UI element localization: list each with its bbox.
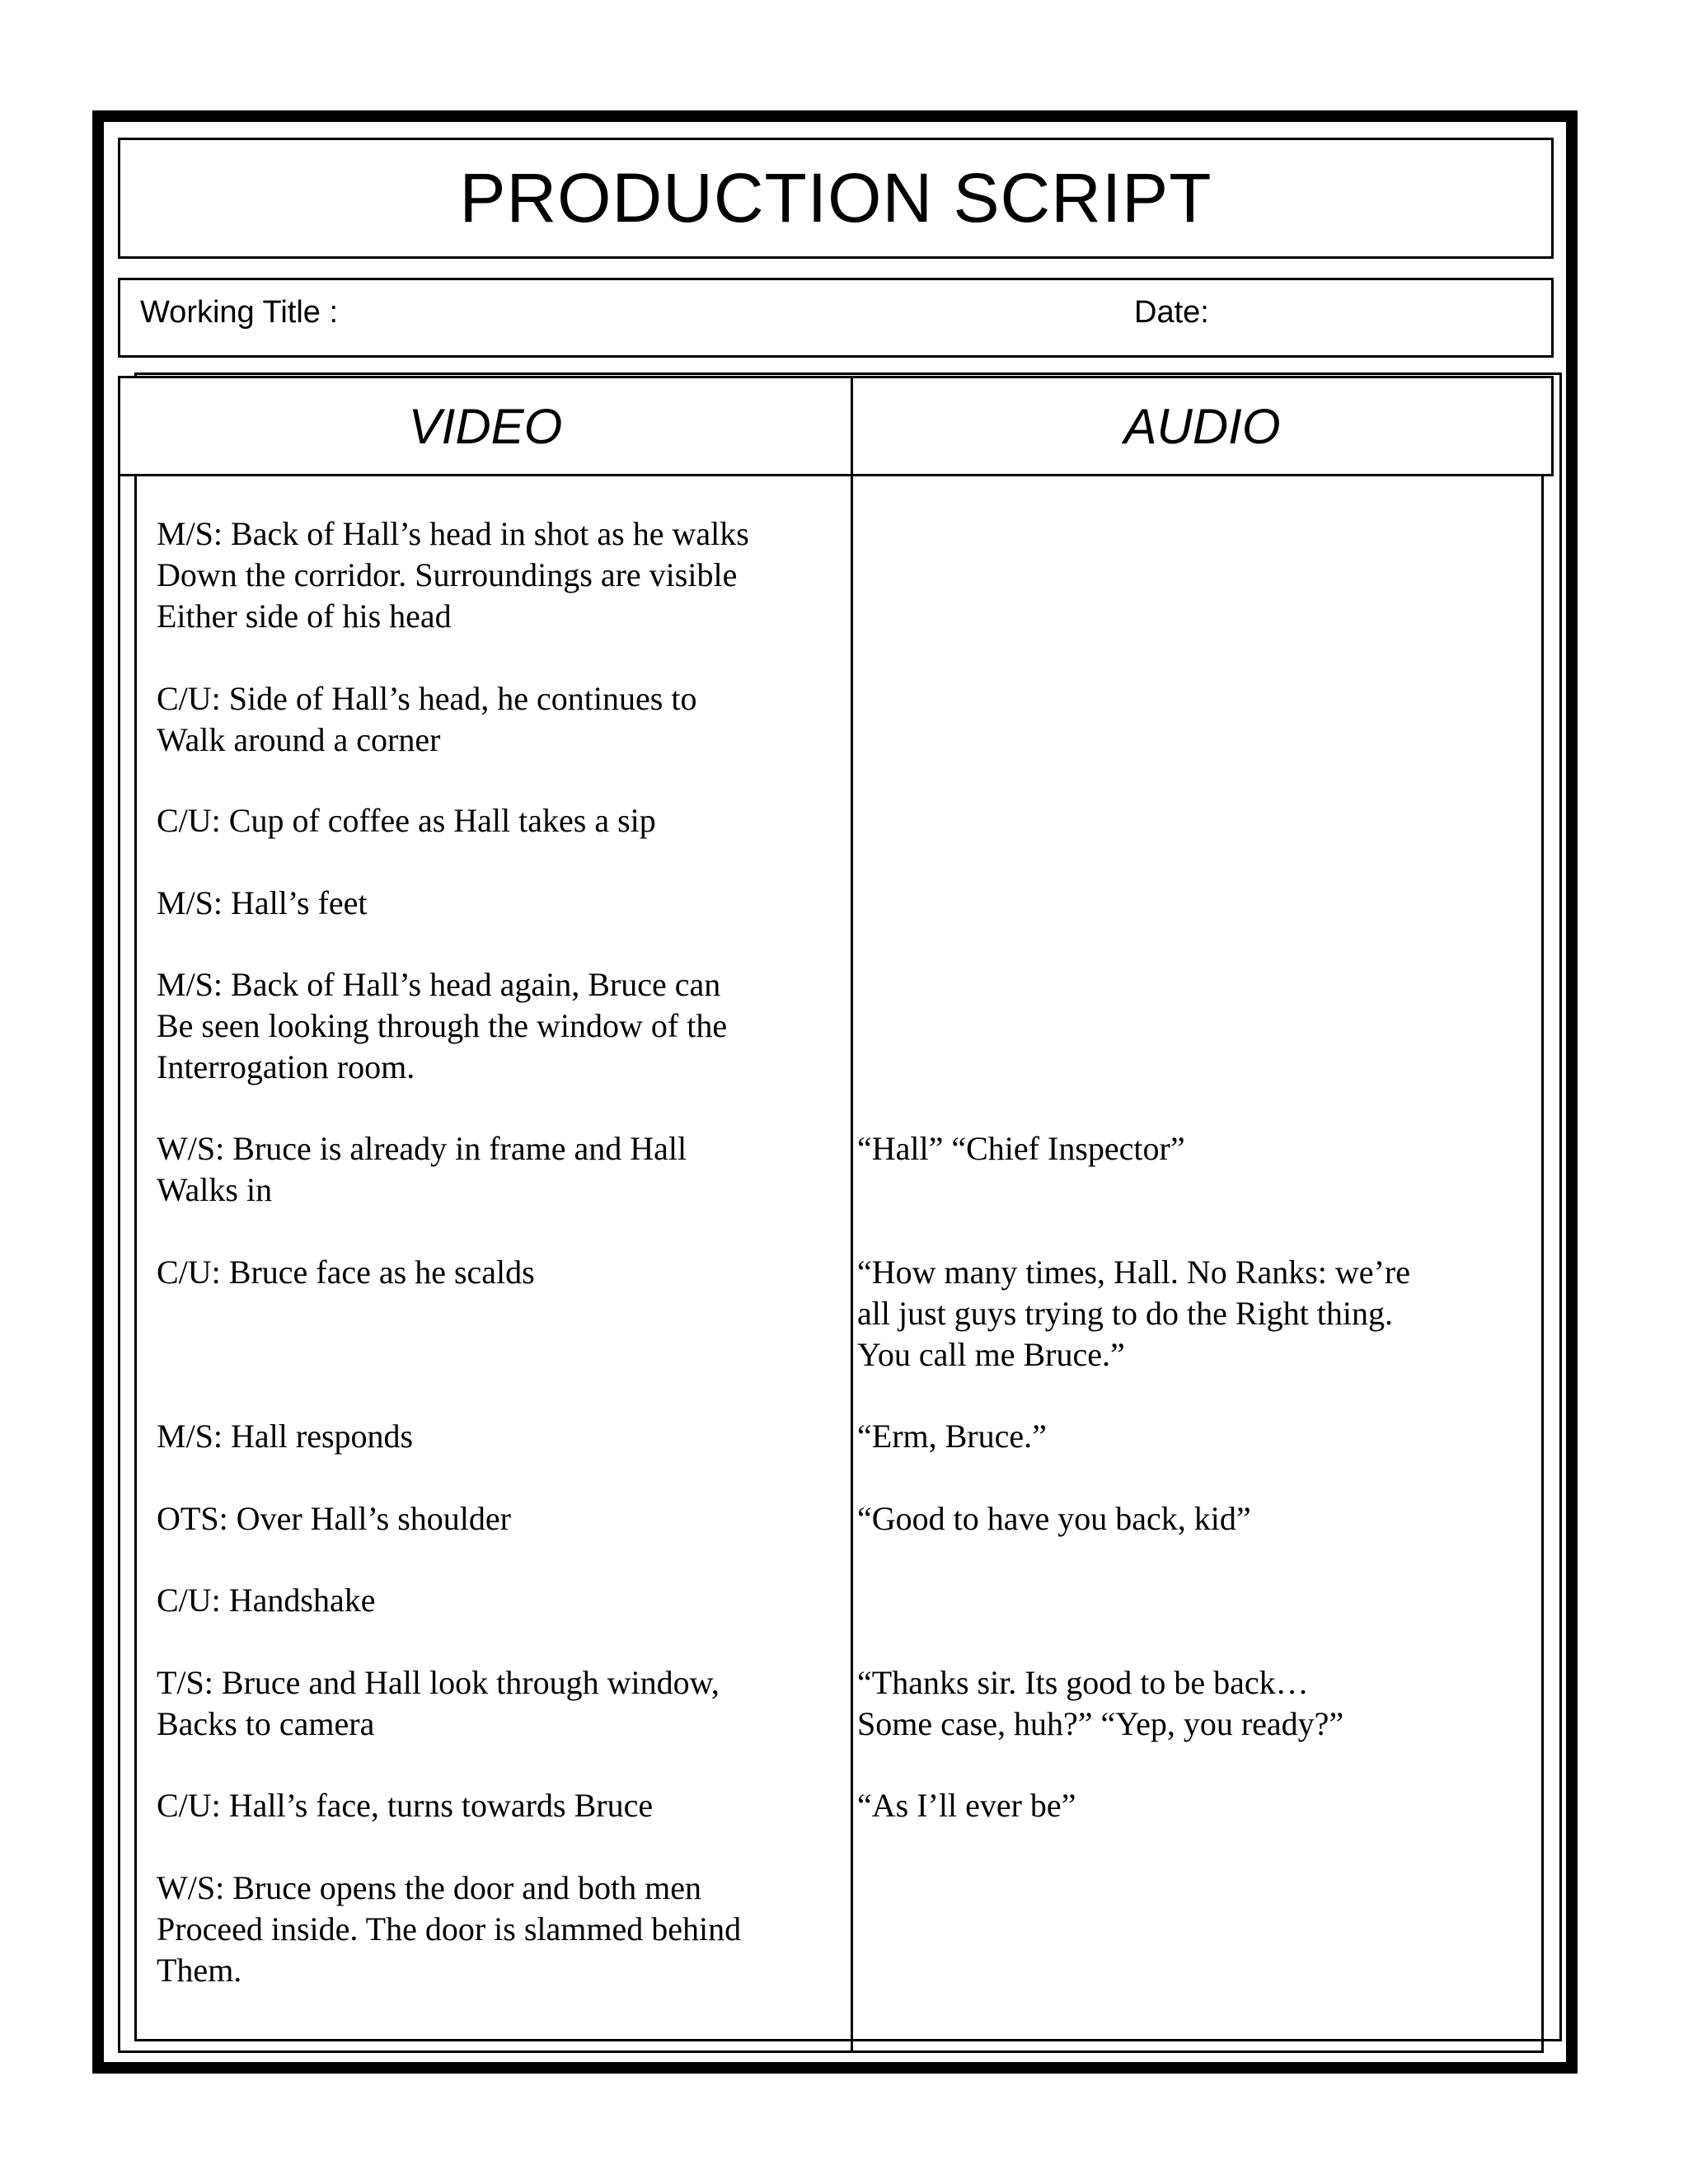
info-box (118, 278, 1554, 358)
video-cell: T/S: Bruce and Hall look through window, Backs to camera (157, 1664, 720, 1742)
working-title-label: Working Title : (140, 295, 339, 330)
inner-bottom-rule (134, 2039, 1544, 2041)
video-cell: OTS: Over Hall’s shoulder (157, 1500, 511, 1537)
audio-cell: “How many times, Hall. No Ranks: we’re all just guys trying to do the Right thing. You call me Bruce.” (857, 1254, 1410, 1373)
audio-column-header: AUDIO (1123, 398, 1281, 454)
column-divider (851, 376, 853, 2053)
video-cell: M/S: Hall responds (157, 1418, 414, 1455)
date-label: Date: (1134, 295, 1209, 330)
title-box (118, 138, 1554, 259)
video-cell: C/U: Side of Hall’s head, he continues to Walk around a corner (157, 680, 697, 758)
video-cell: C/U: Handshake (157, 1582, 376, 1619)
video-cell: M/S: Back of Hall’s head again, Bruce can Be seen looking through the window of the Interrogation room. (157, 966, 728, 1085)
video-cell: C/U: Cup of coffee as Hall takes a sip (157, 802, 656, 839)
video-cell: C/U: Bruce face as he scalds (157, 1254, 535, 1291)
video-column-header: VIDEO (408, 398, 563, 454)
video-cell: W/S: Bruce opens the door and both men Proceed inside. The door is slammed behind Them. (157, 1869, 742, 1989)
video-cell: M/S: Back of Hall’s head in shot as he walks Down the corridor. Surroundings are visible Either side of his head (157, 515, 749, 635)
audio-cell: “As I’ll ever be” (857, 1787, 1076, 1824)
video-cell: C/U: Hall’s face, turns towards Bruce (157, 1787, 654, 1824)
audio-cell: “Good to have you back, kid” (857, 1500, 1251, 1537)
audio-cell: “Thanks sir. Its good to be back… Some case, huh?” “Yep, you ready?” (857, 1664, 1344, 1742)
audio-cell: “Erm, Bruce.” (857, 1418, 1047, 1455)
video-cell: W/S: Bruce is already in frame and Hall Walks in (157, 1130, 687, 1208)
page-title: PRODUCTION SCRIPT (459, 159, 1212, 237)
inner-left-rule (134, 476, 137, 2041)
video-cell: M/S: Hall’s feet (157, 884, 368, 921)
audio-cell: “Hall” “Chief Inspector” (857, 1130, 1185, 1167)
